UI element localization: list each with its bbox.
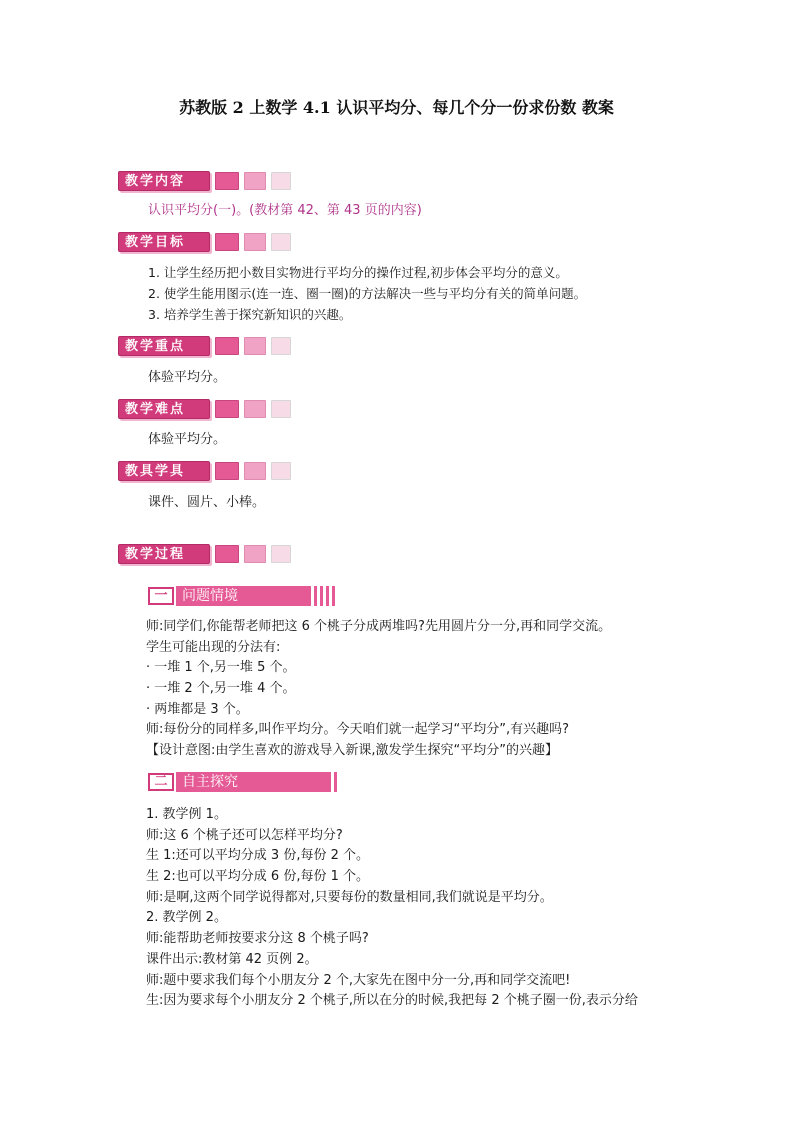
subsection-title-bar bbox=[176, 772, 338, 792]
section-label: 教具学具 bbox=[118, 461, 210, 481]
decor-square bbox=[271, 233, 291, 251]
text-line: 师:这 6 个桃子还可以怎样平均分? bbox=[146, 827, 343, 843]
decor-square bbox=[271, 400, 291, 418]
key-text: 体验平均分。 bbox=[148, 370, 227, 385]
section-label: 教学重点 bbox=[118, 336, 210, 356]
subsection-header-problem bbox=[148, 585, 338, 607]
text-line: 师:每份分的同样多,叫作平均分。今天咱们就一起学习“平均分”,有兴趣吗? bbox=[146, 722, 570, 738]
decor-square bbox=[244, 462, 266, 480]
difficulty-text: 体验平均分。 bbox=[148, 432, 227, 447]
subsection-number: 一 bbox=[148, 587, 174, 605]
text-line: · 两堆都是 3 个。 bbox=[146, 701, 249, 717]
section-header-key bbox=[118, 335, 291, 357]
text-line: 生 2:也可以平均分成 6 份,每份 1 个。 bbox=[146, 869, 369, 885]
text-line: 1. 教学例 1。 bbox=[146, 807, 227, 822]
content-text: 认识平均分(一)。(教材第 42、第 43 页的内容) bbox=[148, 203, 422, 218]
text-line: 生:因为要求每个小朋友分 2 个桃子,所以在分的时候,我把每 2 个桃子圈一份,表示分给 bbox=[146, 993, 638, 1009]
section-header-difficulty bbox=[118, 398, 291, 420]
decor-square bbox=[244, 400, 266, 418]
subsection-header-explore bbox=[148, 771, 338, 793]
text-line: 2. 教学例 2。 bbox=[146, 910, 227, 926]
text-line: 师:同学们,你能帮老师把这 6 个桃子分成两堆吗?先用圆片分一分,再和同学交流。 bbox=[146, 619, 612, 634]
stripes-decoration bbox=[328, 772, 338, 792]
decor-square bbox=[215, 400, 239, 418]
text-line: 【设计意图:由学生喜欢的游戏导入新课,激发学生探究“平均分”的兴趣】 bbox=[146, 743, 558, 759]
section-label: 教学目标 bbox=[118, 232, 210, 252]
subsection-number: 二 bbox=[148, 773, 174, 791]
decor-square bbox=[244, 337, 266, 355]
section-label: 教学内容 bbox=[118, 171, 210, 191]
document-title: 苏教版 2 上数学 4.1 认识平均分、每几个分一份求份数 教案 bbox=[179, 98, 614, 117]
section-header-goals bbox=[118, 231, 291, 253]
goal-item: 1. 让学生经历把小数目实物进行平均分的操作过程,初步体会平均分的意义。 bbox=[148, 265, 568, 280]
decor-square bbox=[215, 172, 239, 190]
text-line: 师:是啊,这两个同学说得都对,只要每份的数量相同,我们就说是平均分。 bbox=[146, 889, 553, 905]
text-line: 学生可能出现的分法有: bbox=[146, 639, 281, 655]
section-header-content bbox=[118, 170, 291, 192]
subsection-body-explore bbox=[146, 805, 638, 1012]
text-line: 师:题中要求我们每个小朋友分 2 个,大家先在图中分一分,再和同学交流吧! bbox=[146, 972, 571, 988]
decor-square bbox=[271, 462, 291, 480]
section-header-tools bbox=[118, 460, 291, 482]
decor-square bbox=[271, 545, 291, 563]
text-line: 课件出示:教材第 42 页例 2。 bbox=[146, 951, 318, 967]
text-line: 师:能帮助老师按要求分这 8 个桃子吗? bbox=[146, 931, 369, 947]
decor-square bbox=[271, 337, 291, 355]
subsection-title-bar bbox=[176, 586, 338, 606]
decor-square bbox=[215, 545, 239, 563]
decor-square bbox=[215, 337, 239, 355]
decor-square bbox=[244, 545, 266, 563]
decor-square bbox=[271, 172, 291, 190]
goal-item: 2. 使学生能用图示(连一连、圈一圈)的方法解决一些与平均分有关的简单问题。 bbox=[148, 286, 587, 301]
decor-square bbox=[244, 233, 266, 251]
text-line: · 一堆 2 个,另一堆 4 个。 bbox=[146, 681, 296, 697]
text-line: · 一堆 1 个,另一堆 5 个。 bbox=[146, 660, 296, 676]
decor-square bbox=[215, 233, 239, 251]
stripes-decoration bbox=[308, 586, 338, 606]
section-label: 教学难点 bbox=[118, 399, 210, 419]
decor-square bbox=[215, 462, 239, 480]
subsection-title: 问题情境 bbox=[182, 588, 238, 604]
section-label: 教学过程 bbox=[118, 544, 210, 564]
subsection-body-problem bbox=[146, 617, 611, 762]
goal-item: 3. 培养学生善于探究新知识的兴趣。 bbox=[148, 307, 352, 322]
section-header-process bbox=[118, 543, 291, 565]
text-line: 生 1:还可以平均分成 3 份,每份 2 个。 bbox=[146, 848, 369, 864]
tools-text: 课件、圆片、小棒。 bbox=[148, 495, 266, 510]
decor-square bbox=[244, 172, 266, 190]
subsection-title: 自主探究 bbox=[182, 774, 238, 790]
